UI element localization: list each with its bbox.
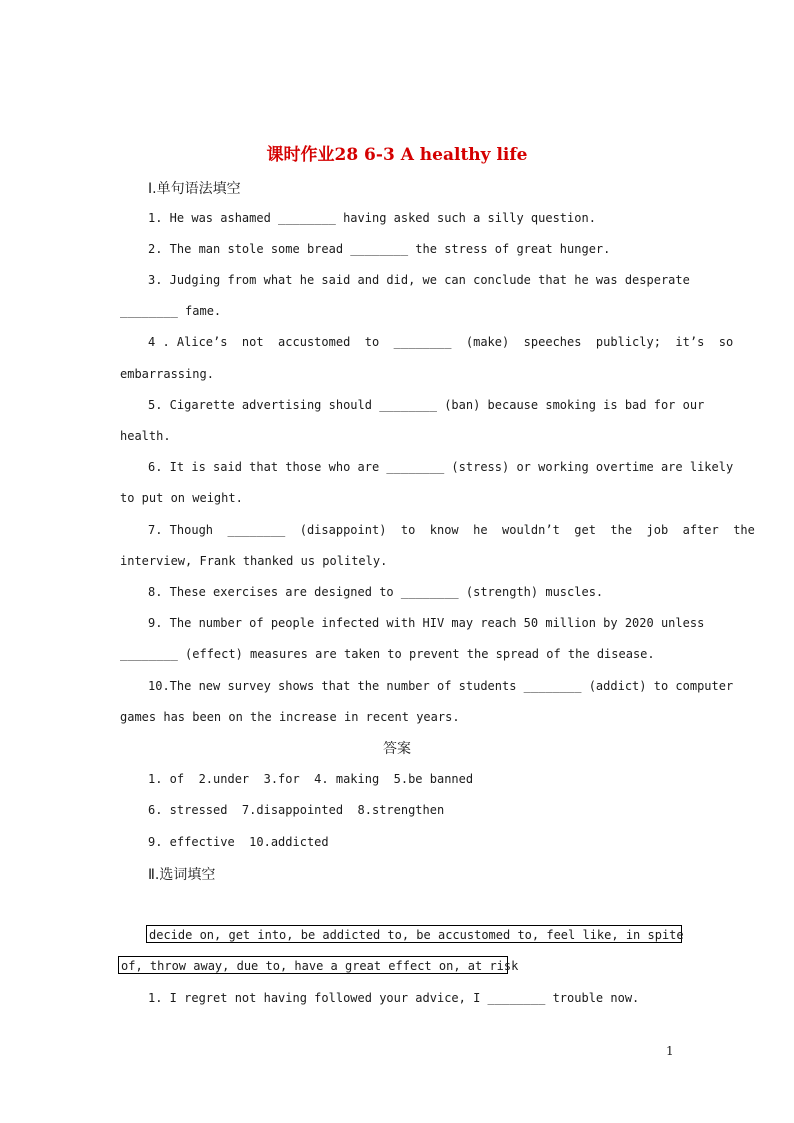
question-1: 1. He was ashamed ________ having asked such a silly question. [148,211,596,225]
answers-line-1: 1. of 2.under 3.for 4. making 5.be banned [148,772,474,786]
word-bank-line-1: decide on, get into, be addicted to, be accustomed to, feel like, in spite [146,925,682,943]
question-4-line-1: 4 . Alice’s not accustomed to ________ (make) speeches publicly; it’s so [148,335,734,349]
question-6-line-1: 6. It is said that those who are ________ (stress) or working overtime are likely [148,460,734,474]
question-9-line-2: ________ (effect) measures are taken to prevent the spread of the disease. [120,647,655,661]
question-3-line-2: ________ fame. [120,304,222,318]
question-9-line-1: 9. The number of people infected with HIV may reach 50 million by 2020 unless [148,616,705,630]
question-5-line-1: 5. Cigarette advertising should ________ (ban) because smoking is bad for our [148,398,705,412]
section-1-heading: Ⅰ.单句语法填空 [148,181,241,197]
page-title: 课时作业28 6-3 A healthy life [266,145,528,165]
answers-line-2: 6. stressed 7.disappointed 8.strengthen [148,803,445,817]
question-8: 8. These exercises are designed to ________ (strength) muscles. [148,585,604,599]
question-7-line-2: interview, Frank thanked us politely. [120,554,388,568]
answers-heading: 答案 [383,741,411,757]
question-10-line-2: games has been on the increase in recent years. [120,710,460,724]
question-3-line-1: 3. Judging from what he said and did, we can conclude that he was desperate [148,273,690,287]
answers-line-3: 9. effective 10.addicted [148,835,329,849]
question-6-line-2: to put on weight. [120,491,243,505]
section-2-heading: Ⅱ.选词填空 [148,867,216,883]
question-7-line-1: 7. Though ________ (disappoint) to know he wouldn’t get the job after the [148,523,755,537]
word-bank-line-2: of, throw away, due to, have a great effect on, at risk [118,956,508,974]
question-4-line-2: embarrassing. [120,367,214,381]
page-number: 1 [666,1044,674,1058]
section-2-question-1: 1. I regret not having followed your advice, I ________ trouble now. [148,991,640,1005]
question-2: 2. The man stole some bread ________ the stress of great hunger. [148,242,611,256]
question-5-line-2: health. [120,429,171,443]
question-10-line-1: 10.The new survey shows that the number of students ________ (addict) to computer [148,679,734,693]
